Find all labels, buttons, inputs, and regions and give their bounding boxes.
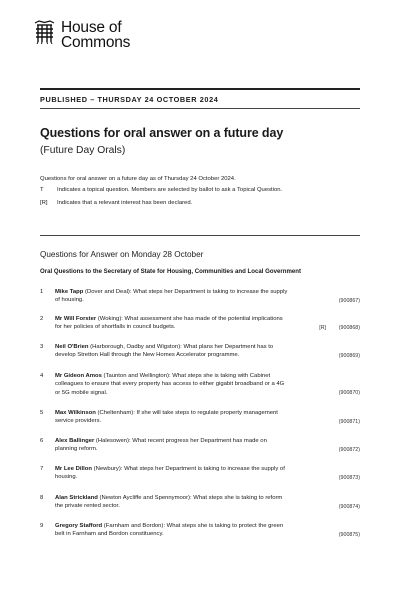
- page-title: Questions for oral answer on a future day: [40, 126, 284, 140]
- legend-text: Indicates that a relevant interest has been declared.: [57, 200, 193, 206]
- divider-questions: [40, 235, 360, 236]
- constituency: (Dover and Deal):: [83, 289, 132, 295]
- member-name: Alex Ballinger: [55, 438, 95, 444]
- question-number: 6: [40, 438, 44, 444]
- question-ref: (900873): [338, 475, 360, 481]
- constituency: (Harborough, Oadby and Wigston):: [88, 344, 182, 350]
- question-ref: (900874): [338, 504, 360, 510]
- question-ref: (900868): [338, 325, 360, 331]
- question-text: What steps her Department is taking to increase the supply of housing.: [55, 289, 288, 304]
- question-text: What steps her Department is taking to increase the supply of housing.: [55, 466, 285, 481]
- questions-heading: Questions for Answer on Monday 28 October: [40, 250, 204, 259]
- legend-topical: [40, 187, 282, 193]
- department-heading: Oral Questions to the Secretary of State for Housing, Communities and Local Government: [40, 268, 302, 275]
- published-date: PUBLISHED – THURSDAY 24 OCTOBER 2024: [40, 95, 219, 104]
- member-name: Mr Gideon Amos: [55, 373, 102, 379]
- member-name: Max Wilkinson: [55, 410, 96, 416]
- member-name: Neil O'Brien: [55, 344, 89, 350]
- logo-line-2: Commons: [61, 34, 131, 51]
- question-number: 3: [40, 344, 44, 350]
- question-ref: (900870): [338, 390, 360, 396]
- question-number: 4: [40, 373, 44, 379]
- question-number: 5: [40, 410, 44, 416]
- question-ref: (900871): [338, 419, 360, 425]
- constituency: (Halesowen):: [94, 438, 131, 444]
- question-text: What recent progress her Department has made on planning reform.: [55, 438, 267, 453]
- question-text: What steps she is taking with Cabinet colleagues to ensure that every property has access to either gigabit broadband or a 4G or 5G mobile signal.: [55, 373, 285, 396]
- divider-published: [40, 108, 360, 109]
- question-number: 7: [40, 466, 44, 472]
- legend-key: [R]: [40, 200, 48, 206]
- logo-line-1: House of: [61, 19, 122, 36]
- question-ref: (900867): [338, 298, 360, 304]
- constituency: (Newbury):: [91, 466, 123, 472]
- question-text: If she will take steps to regulate property management service providers.: [55, 410, 278, 425]
- constituency: (Newton Aycliffe and Spennymoor):: [97, 495, 192, 501]
- member-name: Alan Strickland: [55, 495, 98, 501]
- member-name: Gregory Stafford: [55, 523, 103, 529]
- member-name: Mike Tapp: [55, 289, 84, 295]
- question-ref: (900875): [338, 532, 360, 538]
- constituency: (Farnham and Bordon):: [102, 523, 166, 529]
- constituency: (Taunton and Wellington):: [101, 373, 171, 379]
- constituency: (Cheltenham):: [95, 410, 135, 416]
- portcullis-icon: [34, 20, 55, 44]
- legend-text: Indicates a topical question. Members are selected by ballot to ask a Topical Question.: [57, 187, 283, 193]
- question-ref: (900869): [338, 353, 360, 359]
- question-text: What steps she is taking to protect the green belt in Farnham and Bordon constituency.: [55, 523, 284, 538]
- question-text: What steps she is taking to reform the private rented sector.: [55, 495, 283, 510]
- member-name: Mr Lee Dillon: [55, 466, 92, 472]
- member-name: Mr Will Forster: [55, 316, 97, 322]
- question-number: 8: [40, 495, 44, 501]
- legend-interest: [40, 200, 192, 206]
- question-text: What plans her Department has to develop Stretton Hall through the New Homes Accelerator programme.: [55, 344, 274, 359]
- question-number: 9: [40, 523, 44, 529]
- question-text: What assessment she has made of the potential implications for her policies of shortfalls in council budgets.: [55, 316, 283, 331]
- question-ref: (900872): [338, 447, 360, 453]
- question-number: 2: [40, 316, 44, 322]
- question-number: 1: [40, 289, 44, 295]
- page-subtitle: (Future Day Orals): [40, 145, 126, 156]
- divider-top: [40, 88, 360, 90]
- constituency: (Woking):: [96, 316, 123, 322]
- house-of-commons-logo: [34, 20, 130, 50]
- intro-text: Questions for oral answer on a future day as of Thursday 24 October 2024.: [40, 176, 236, 182]
- interest-tag: [R]: [319, 325, 326, 331]
- legend-key: T: [40, 187, 44, 193]
